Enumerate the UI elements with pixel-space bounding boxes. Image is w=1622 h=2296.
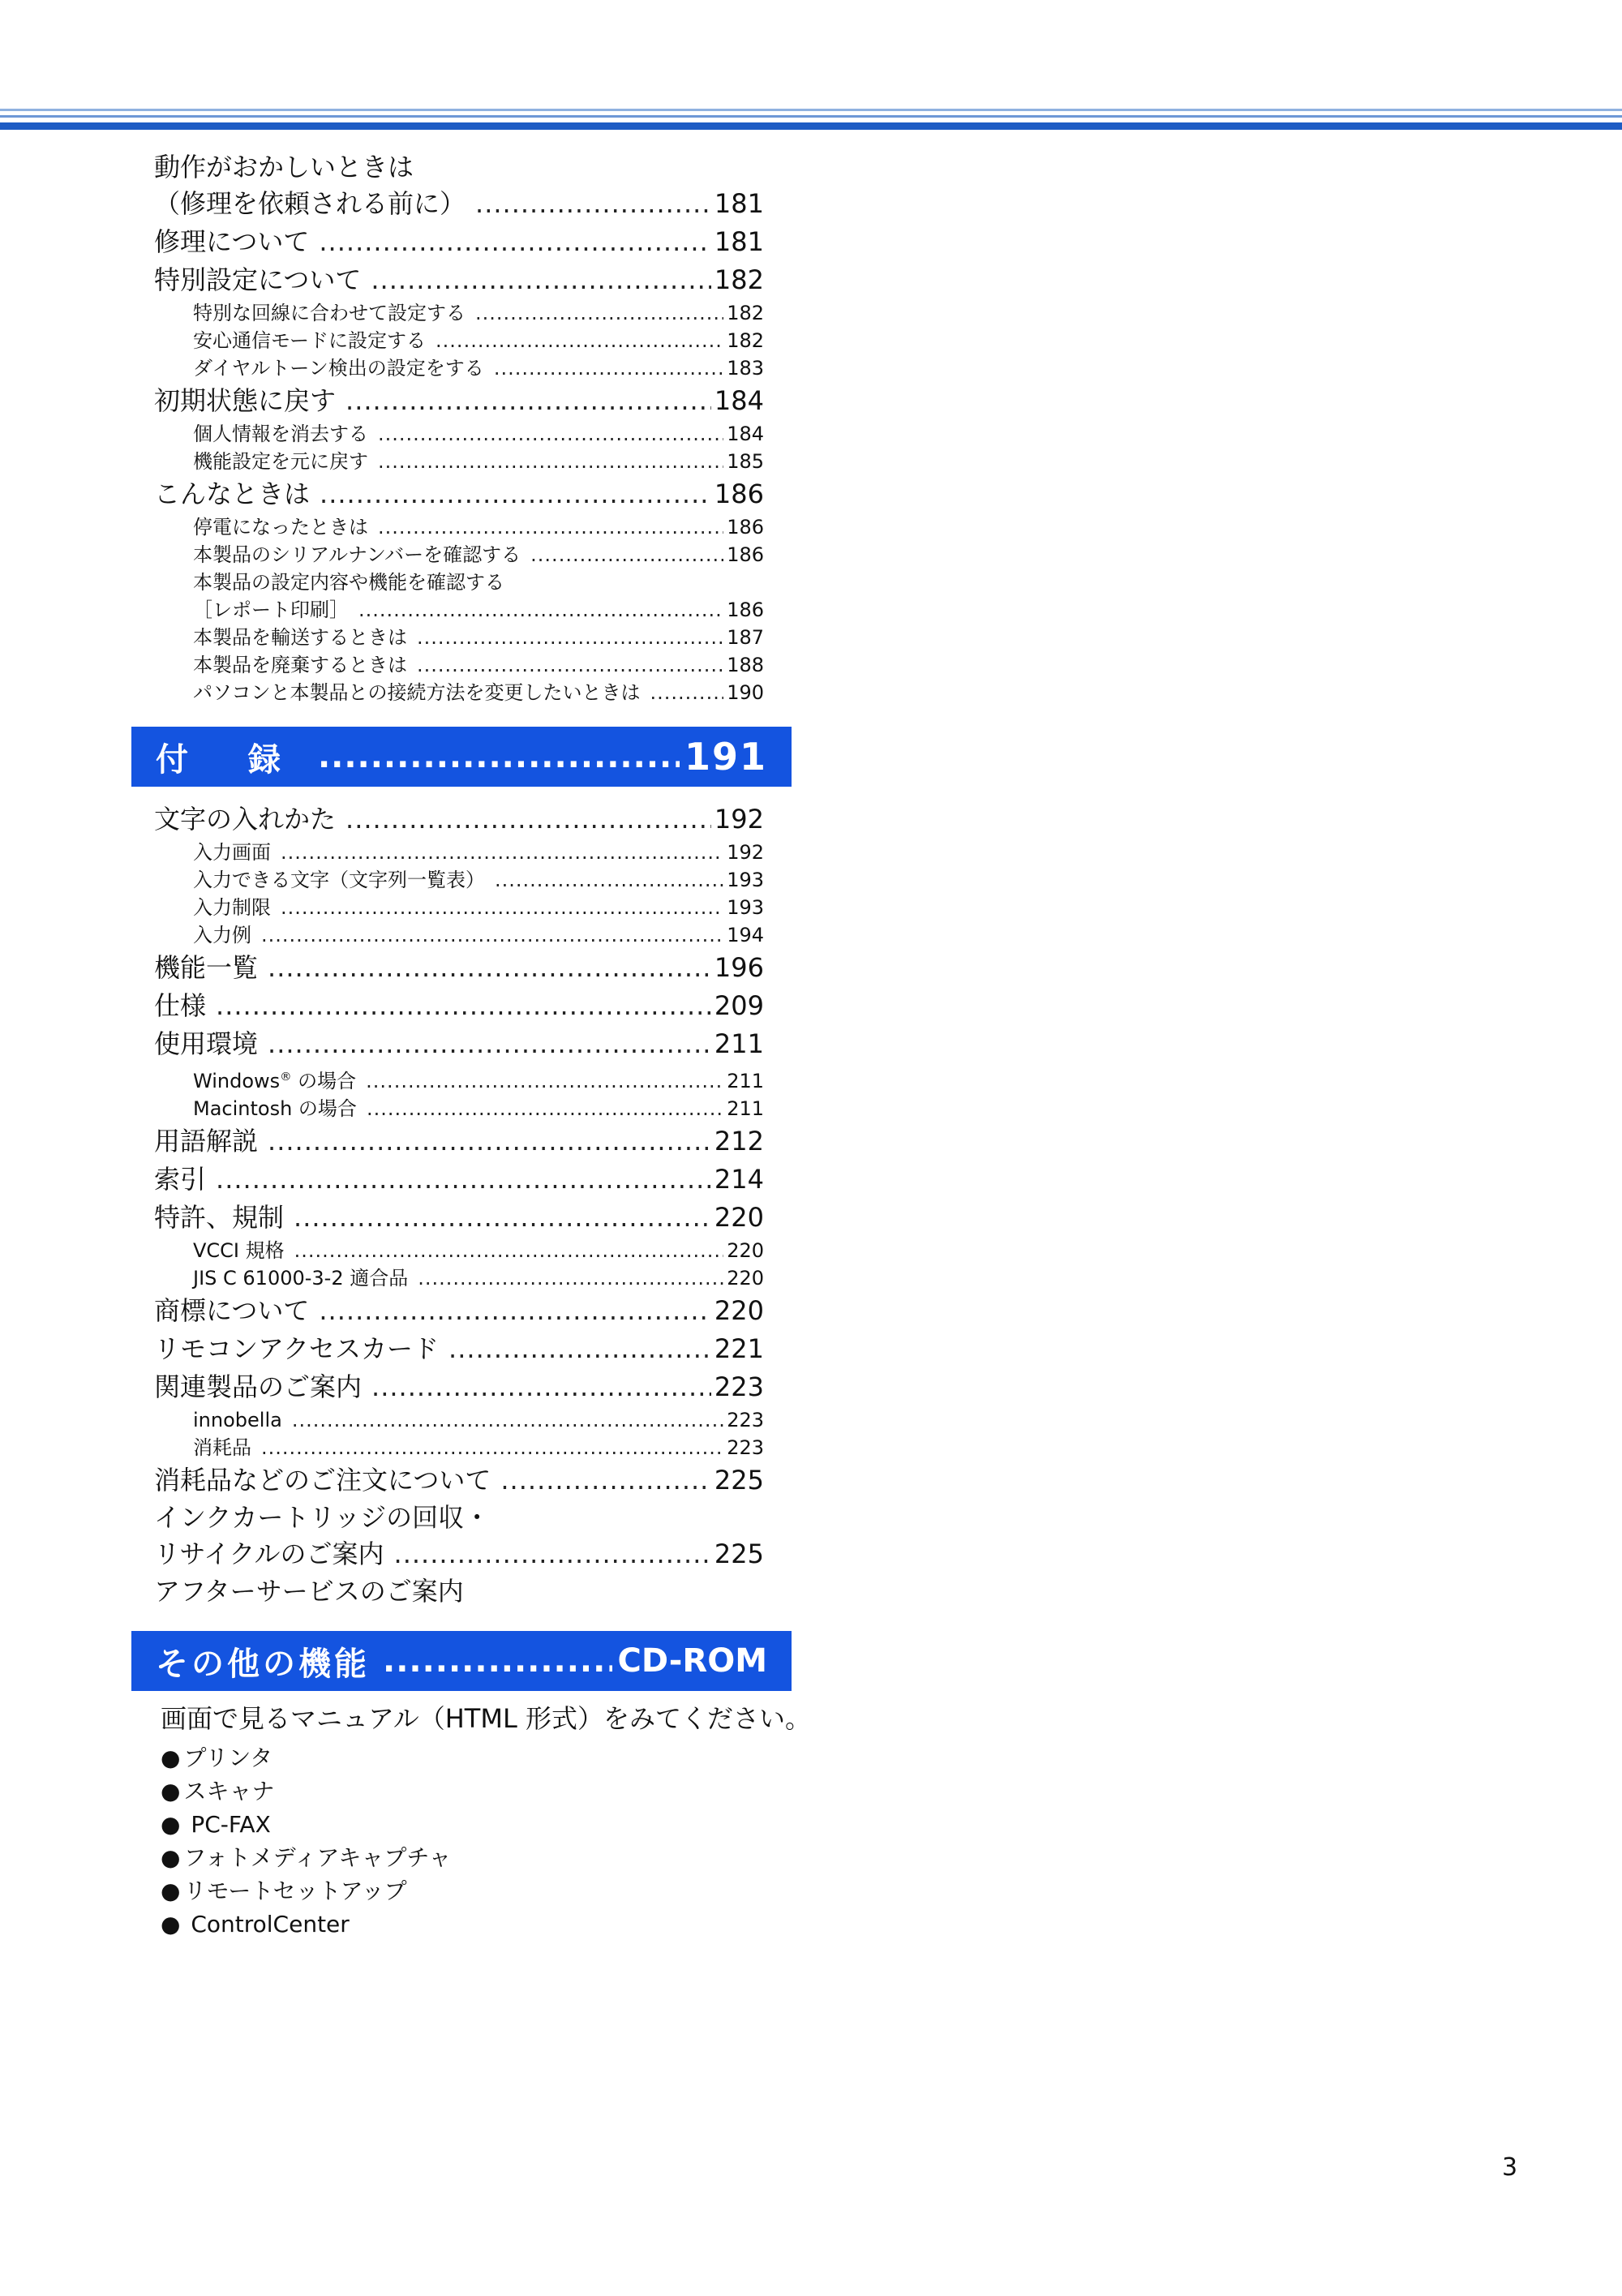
bullet-icon: ● [161,1778,181,1805]
toc-entry-title [193,1237,285,1264]
toc-entry-title [154,1368,362,1406]
leader-dots [371,1368,711,1406]
toc-entry[interactable] [154,800,764,839]
toc-entry-page: 187 [727,626,764,649]
toc-entry-title-text: 入力できる文字（文字列一覧表） [193,869,485,891]
toc-entry-title-text: インクカートリッジの回収・ [154,1502,491,1533]
toc-entry-page: 194 [727,924,764,946]
toc-entry-title [154,223,309,261]
toc-entry-page: 225 [714,1539,764,1569]
toc-entry-title [154,475,310,513]
cd-list-item [161,1741,811,1775]
toc-entry-title-text: 特別設定について [154,264,362,295]
leader-dots [292,1406,723,1434]
toc-subentry[interactable] [154,921,764,949]
toc-entry-title [193,1264,408,1292]
toc-entry-page: 223 [727,1409,764,1431]
toc-subentry[interactable] [154,866,764,894]
toc-entry-title [193,448,368,475]
toc-entry-title-text: 仕様 [154,990,207,1021]
toc-entry[interactable] [154,1025,764,1063]
cd-list-item [161,1775,811,1808]
toc-subentry[interactable] [154,596,764,624]
leader-dots [371,261,711,299]
leader-dots [378,420,723,448]
toc-entry-page: 186 [727,599,764,621]
leader-dots [345,382,711,420]
toc-subentry[interactable] [154,1434,764,1461]
toc-entry-title-text: リモコンアクセスカード [154,1333,440,1364]
toc-entry-title [193,541,521,569]
leader-dots [394,1535,711,1573]
toc-entry-page: 223 [714,1371,764,1402]
toc-subentry[interactable] [154,299,764,327]
toc-entry-title [154,1122,258,1161]
header-rule-thin [0,109,1622,111]
leader-dots [367,1095,723,1122]
toc-entry-title [193,354,484,382]
toc-entry-page: 209 [714,990,764,1021]
toc-entry-title [154,1502,490,1533]
toc-entry[interactable] [154,185,764,223]
toc-entry-title-text: 使用環境 [154,1028,259,1059]
toc-entry-title [154,1461,491,1500]
toc-subentry[interactable] [154,651,764,679]
toc-entry-title-text: 特許、規制 [154,1202,285,1233]
cd-list-item [161,1874,811,1908]
toc-entry-title [193,651,407,679]
toc-entry-title [193,1406,282,1434]
toc-entry-title [193,513,368,541]
toc-entry-title [193,299,466,327]
toc-entry-page: 184 [727,423,764,445]
cd-list-item-label: リモートセットアップ [183,1878,407,1904]
toc-entry-page: 188 [727,654,764,676]
toc-entry-title-text: innobella [193,1409,282,1431]
toc-entry-title [193,839,271,866]
toc-entry-title [154,800,336,839]
toc-entry-page: 214 [714,1164,764,1195]
toc-entry-page: 185 [727,450,764,473]
toc-entry-page: 220 [714,1295,764,1326]
leader-dots [530,541,723,569]
toc-entry-title [154,1161,206,1199]
cd-list-item-label: PC-FAX [183,1811,271,1838]
toc-entry-title-text: ダイヤルトーン検出の設定をする [193,357,484,380]
leader-dots [319,1292,711,1330]
cd-items [161,1741,811,1941]
toc-entry-page: 192 [727,841,764,864]
cd-rom-list [161,1699,811,1941]
toc-entry-title-text: 入力制限 [193,896,271,919]
toc-entry-title-text: 特別な回線に合わせて設定する [193,302,466,324]
toc-entry-title-text: 本製品を輸送するときは [193,626,407,649]
toc-entry-title [193,571,504,594]
toc-entry-page: 221 [714,1333,764,1364]
toc-entry-title [154,1330,439,1368]
bullet-icon: ● [161,1745,181,1771]
leader-dots [358,596,723,624]
toc-entry-title [193,921,251,949]
toc-entry-title-text: 機能一覧 [154,952,259,983]
toc-entry-title [193,679,641,706]
toc-entry[interactable] [154,1535,764,1573]
leader-dots [268,1025,711,1063]
toc-entry-title [154,382,336,420]
banner-page: 191 [684,735,767,779]
cd-list-item [161,1841,811,1874]
toc-subentry[interactable] [154,1264,764,1292]
toc-entry-page: 182 [714,264,764,295]
toc-entry-page: 184 [714,385,764,416]
toc-entry[interactable] [154,223,764,261]
toc-entry-title [193,327,426,354]
banner-title: その他の機能 [156,1645,370,1683]
toc-entry-title-text: JIS C 61000-3-2 適合品 [193,1267,409,1290]
toc-section-appendix [154,800,764,1609]
toc-entry [154,1500,764,1535]
toc-subentry[interactable] [154,1095,764,1122]
toc-entry-title [193,1434,251,1461]
header-rule-thick [0,122,1622,130]
toc-entry-page: 225 [714,1465,764,1496]
toc-entry-title-text: こんなときは [154,479,311,509]
toc-subentry[interactable] [154,420,764,448]
toc-entry[interactable] [154,1330,764,1368]
toc-subentry[interactable] [154,513,764,541]
section-banner-appendix[interactable] [131,727,792,787]
bullet-icon: ● [161,1878,181,1904]
toc-entry-title [154,1576,464,1607]
toc-entry-page: 182 [727,302,764,324]
toc-entry-title [193,420,368,448]
toc-entry-title-text: 停電になったときは [193,516,368,539]
toc-entry-page: 186 [727,516,764,539]
toc-entry-page: 223 [727,1436,764,1459]
leader-dots [320,475,711,513]
toc-entry-page: 182 [727,329,764,352]
toc-entry-title-text: リサイクルのご案内 [154,1539,384,1569]
leader-dots [417,624,723,651]
toc-entry-page: 211 [727,1070,764,1092]
toc-subentry [154,569,764,596]
leader-dots [345,800,711,839]
toc-entry-title-text: 用語解説 [154,1126,259,1157]
leader-dots [417,651,723,679]
cd-list-item [161,1808,811,1841]
toc-subentry[interactable] [154,327,764,354]
toc-entry-title-text: パソコンと本製品との接続方法を変更したいときは [193,681,641,704]
leader-dots [494,354,723,382]
leader-dots [495,866,723,894]
cd-list-item-label: プリンタ [183,1745,273,1771]
toc-entry-title-text: 機能設定を元に戻す [193,450,368,473]
toc-entry-page: 193 [727,869,764,891]
toc-entry-title-text: Macintosh の場合 [193,1097,357,1120]
leader-dots [448,1330,711,1368]
toc-entry-title [193,866,485,894]
bullet-icon: ● [161,1911,181,1938]
toc-subentry[interactable] [154,354,764,382]
toc-entry-title-text: 消耗品などのご注文について [154,1465,491,1496]
toc-entry-title-text: 商標について [154,1295,310,1326]
toc-entry-page: 193 [727,896,764,919]
toc-entry-title [154,1292,309,1330]
toc-entry[interactable] [154,1122,764,1161]
leader-dots [281,894,723,921]
cd-intro-text: 画面で見るマニュアル（HTML 形式）をみてください。 [161,1703,811,1734]
leader-dots [475,299,723,327]
leader-dots [319,223,711,261]
cd-list-item [161,1908,811,1941]
toc-entry-title [193,624,407,651]
toc-entry[interactable] [154,1199,764,1237]
toc-entry-page: 196 [714,952,764,983]
toc-entry[interactable] [154,1292,764,1330]
leader-dots [294,1237,724,1264]
toc-entry-title [154,1025,258,1063]
toc-entry-page: 211 [727,1097,764,1120]
toc-entry [154,1573,764,1609]
header-rule-thin [0,115,1622,118]
toc-entry-title [154,261,361,299]
toc-entry-title [193,1095,357,1122]
toc-entry-title-text: 索引 [154,1164,207,1195]
toc-entry-title-text: 動作がおかしいときは [154,152,414,182]
toc-entry-title-text: 入力画面 [193,841,271,864]
toc-entry-page: 186 [714,479,764,509]
toc-entry-page: 220 [727,1239,764,1262]
toc-entry-title-text: 安心通信モードに設定する [193,329,427,352]
leader-dots [378,513,723,541]
leader-dots [418,1264,723,1292]
toc-entry-title-text: Windows [193,1070,281,1092]
toc-entry-title [154,987,206,1025]
leader-dots [216,1161,711,1199]
toc-entry-title-text: 入力例 [193,924,251,946]
banner-title: 付 録 [156,740,305,779]
toc-subentry[interactable] [154,1406,764,1434]
toc-subentry[interactable] [154,1063,764,1095]
toc-subentry[interactable] [154,541,764,569]
leader-dots [216,987,711,1025]
leader-dots [436,327,723,354]
toc-subentry[interactable] [154,894,764,921]
bullet-icon: ● [161,1844,181,1871]
toc-entry-title [154,949,258,987]
toc-entry-title-text: 本製品のシリアルナンバーを確認する [193,543,521,566]
bullet-icon: ● [161,1811,181,1838]
toc-entry-page: 192 [714,804,764,835]
leader-dots [366,1067,723,1095]
toc-entry-title-text: 修理について [154,226,310,257]
leader-dots [318,738,680,775]
toc-entry-title [154,185,466,223]
toc-entry-title-text: 個人情報を消去する [193,423,368,445]
cd-list-item-label: フォトメディアキャプチャ [183,1844,452,1871]
toc-entry-title [154,1535,384,1573]
toc-entry[interactable] [154,987,764,1025]
leader-dots [650,679,724,706]
toc-entry-title-text: （修理を依頼される前に） [154,188,466,219]
leader-dots [383,1642,612,1680]
toc-subentry[interactable] [154,624,764,651]
toc-entry[interactable] [154,382,764,420]
section-banner-other-functions[interactable] [131,1631,792,1691]
toc-entry-title-text: 初期状態に戻す [154,385,337,416]
toc-entry-page: 181 [714,188,764,219]
toc-subentry[interactable] [154,1237,764,1264]
toc-entry-title-suffix: の場合 [291,1070,357,1092]
toc-entry-title-text: 消耗品 [193,1436,251,1459]
toc-entry-title-text: 関連製品のご案内 [154,1371,363,1402]
toc-entry-page: 220 [714,1202,764,1233]
leader-dots [294,1199,711,1237]
leader-dots [261,1434,723,1461]
leader-dots [500,1461,711,1500]
cd-list-item-label: ControlCenter [183,1911,350,1938]
toc-entry [154,149,764,185]
toc-entry-title [193,1063,356,1095]
cd-list-item-label: スキャナ [183,1778,275,1805]
toc-entry-page: 186 [727,543,764,566]
toc-entry-title [193,894,271,921]
toc-entry[interactable] [154,1368,764,1406]
toc-entry[interactable] [154,949,764,987]
toc-subentry[interactable] [154,679,764,706]
toc-subentry[interactable] [154,839,764,866]
toc-entry-page: 211 [714,1028,764,1059]
toc-entry-page: 212 [714,1126,764,1157]
leader-dots [475,185,711,223]
toc-entry-title-text: 本製品を廃棄するときは [193,654,407,676]
leader-dots [268,1122,711,1161]
toc-entry[interactable] [154,1161,764,1199]
toc-entry-page: 181 [714,226,764,257]
banner-page: CD-ROM [617,1642,767,1680]
toc-entry-title [154,152,414,182]
toc-entry-title [154,1199,284,1237]
toc-entry-page: 183 [727,357,764,380]
toc-entry-title-text: 文字の入れかた [154,804,337,835]
toc-entry[interactable] [154,475,764,513]
toc-entry-page: 220 [727,1267,764,1290]
toc-entry-title-text: 本製品の設定内容や機能を確認する [193,571,504,594]
toc-subentry[interactable] [154,448,764,475]
leader-dots [268,949,711,987]
toc-entry-title-text: アフターサービスのご案内 [154,1576,464,1607]
toc-entry-page: 190 [727,681,764,704]
page-number: 3 [1502,2153,1518,2182]
toc-entry-title-text: ［レポート印刷］ [193,599,349,621]
leader-dots [281,839,723,866]
toc-section-troubleshooting [154,149,764,706]
registered-mark: ® [280,1071,292,1084]
leader-dots [261,921,723,949]
toc-entry[interactable] [154,1461,764,1500]
toc-entry[interactable] [154,261,764,299]
toc-entry-title [193,596,349,624]
leader-dots [378,448,723,475]
toc-entry-title-text: VCCI 規格 [193,1239,285,1262]
